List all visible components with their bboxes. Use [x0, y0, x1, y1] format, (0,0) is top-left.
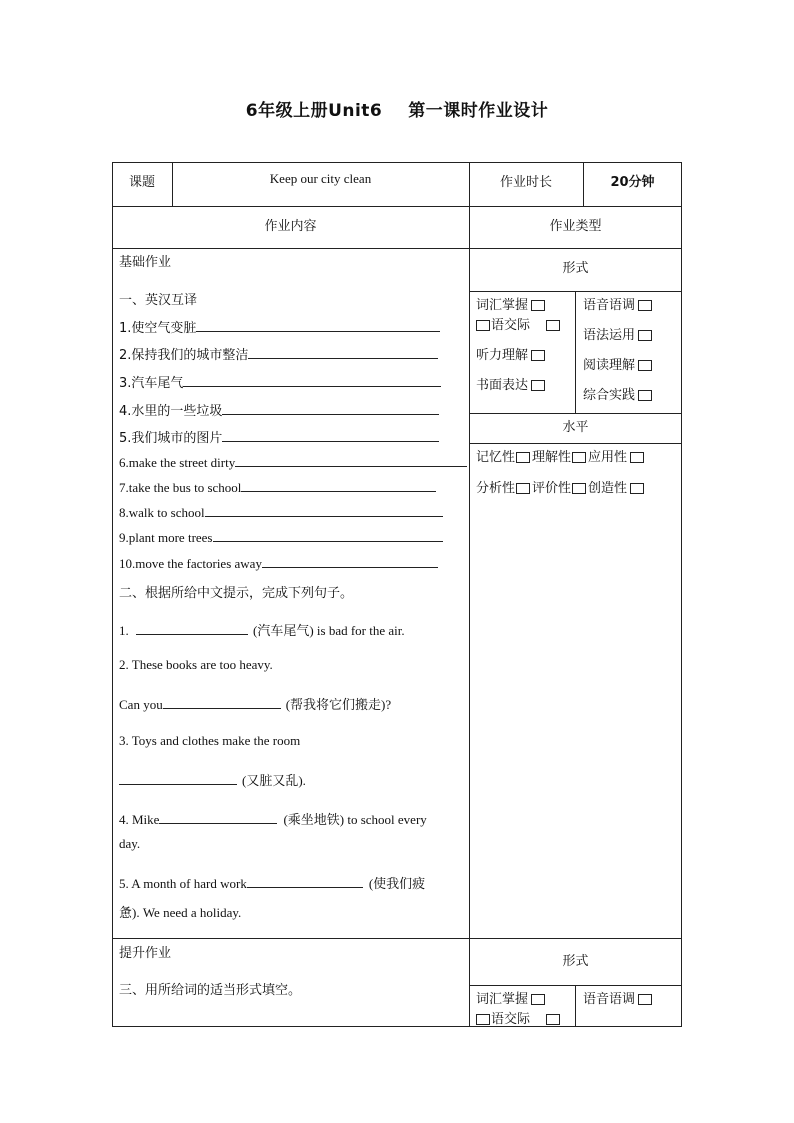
- list-item: 1.使空气变脏: [119, 317, 440, 336]
- content-header: 作业内容: [264, 219, 317, 234]
- checkbox[interactable]: [638, 994, 652, 1005]
- checkbox[interactable]: [476, 1014, 490, 1025]
- checkbox[interactable]: [531, 380, 545, 391]
- title-part-1: 6年级上册Unit6: [245, 101, 383, 121]
- question-2-line-2: Can you (帮我将它们搬走)?: [119, 697, 392, 712]
- form-option-listening: 听力理解: [476, 344, 547, 363]
- section-3-title: 三、用所给词的适当形式填空。: [119, 983, 302, 998]
- checkbox[interactable]: [638, 360, 652, 371]
- checkbox[interactable]: [531, 300, 545, 311]
- list-item: 8.walk to school: [119, 504, 443, 521]
- question-3-line-2: (又脏又乱).: [119, 770, 306, 789]
- checkbox[interactable]: [531, 350, 545, 361]
- form-option-grammar: 语法运用: [583, 324, 654, 343]
- type-header: 作业类型: [549, 219, 602, 234]
- list-item: 9.plant more trees: [119, 529, 443, 546]
- form-option-practice: 综合实践: [583, 384, 654, 403]
- checkbox[interactable]: [630, 452, 644, 463]
- question-4-line-1: 4. Mike (乘坐地铁) to school every: [119, 812, 427, 827]
- list-item: 3.汽车尾气: [119, 372, 441, 391]
- question-4-line-2: day.: [119, 836, 141, 851]
- level-row-1: 记忆性 理解性 应用性: [476, 446, 646, 465]
- page-title: [0, 96, 794, 121]
- list-item: 5.我们城市的图片: [119, 427, 439, 446]
- form-label: 形式: [562, 261, 589, 276]
- basic-heading: 基础作业: [119, 255, 172, 270]
- advanced-heading: 提升作业: [119, 946, 172, 961]
- list-item: 2.保持我们的城市整洁: [119, 344, 438, 363]
- checkbox[interactable]: [546, 1014, 560, 1025]
- form-option-writing: 书面表达: [476, 374, 547, 393]
- duration-value: 20分钟: [610, 175, 655, 190]
- form-option-communication: 语交际: [476, 1008, 562, 1027]
- form-option-vocab: 词汇掌握: [476, 294, 547, 313]
- level-label: 水平: [562, 420, 589, 435]
- checkbox[interactable]: [638, 300, 652, 311]
- form-option-vocab: 词汇掌握: [476, 988, 547, 1007]
- checkbox[interactable]: [516, 452, 530, 463]
- level-row-2: 分析性 评价性 创造性: [476, 477, 646, 496]
- question-3-line-1: 3. Toys and clothes make the room: [119, 733, 301, 748]
- checkbox[interactable]: [572, 483, 586, 494]
- section-1-title: 一、英汉互译: [119, 293, 198, 308]
- checkbox[interactable]: [638, 330, 652, 341]
- checkbox[interactable]: [630, 483, 644, 494]
- topic-label: 课题: [128, 175, 155, 190]
- form-label-advanced: 形式: [562, 954, 589, 969]
- question-2-line-1: 2. These books are too heavy.: [119, 657, 273, 672]
- checkbox[interactable]: [572, 452, 586, 463]
- list-item: 6.make the street dirty: [119, 454, 467, 471]
- list-item: 10.move the factories away: [119, 555, 438, 572]
- checkbox[interactable]: [546, 320, 560, 331]
- section-2-title: 二、根据所给中文提示，完成下列句子。: [119, 586, 354, 601]
- title-part-2: 第一课时作业设计: [408, 101, 549, 121]
- question-5-line-1: 5. A month of hard work (使我们疲: [119, 876, 426, 891]
- question-5-line-2: 惫). We need a holiday.: [119, 905, 242, 920]
- form-option-pronunciation: 语音语调: [583, 294, 654, 313]
- question-1: 1. (汽车尾气) is bad for the air.: [119, 623, 405, 638]
- checkbox[interactable]: [638, 390, 652, 401]
- checkbox[interactable]: [531, 994, 545, 1005]
- duration-label: 作业时长: [499, 175, 552, 190]
- form-option-reading: 阅读理解: [583, 354, 654, 373]
- checkbox[interactable]: [476, 320, 490, 331]
- form-option-pronunciation: 语音语调: [583, 988, 654, 1007]
- list-item: 4.水里的一些垃圾: [119, 400, 439, 419]
- topic-value: Keep our city clean: [269, 171, 372, 186]
- checkbox[interactable]: [516, 483, 530, 494]
- list-item: 7.take the bus to school: [119, 479, 436, 496]
- form-option-communication: 语交际: [476, 314, 562, 333]
